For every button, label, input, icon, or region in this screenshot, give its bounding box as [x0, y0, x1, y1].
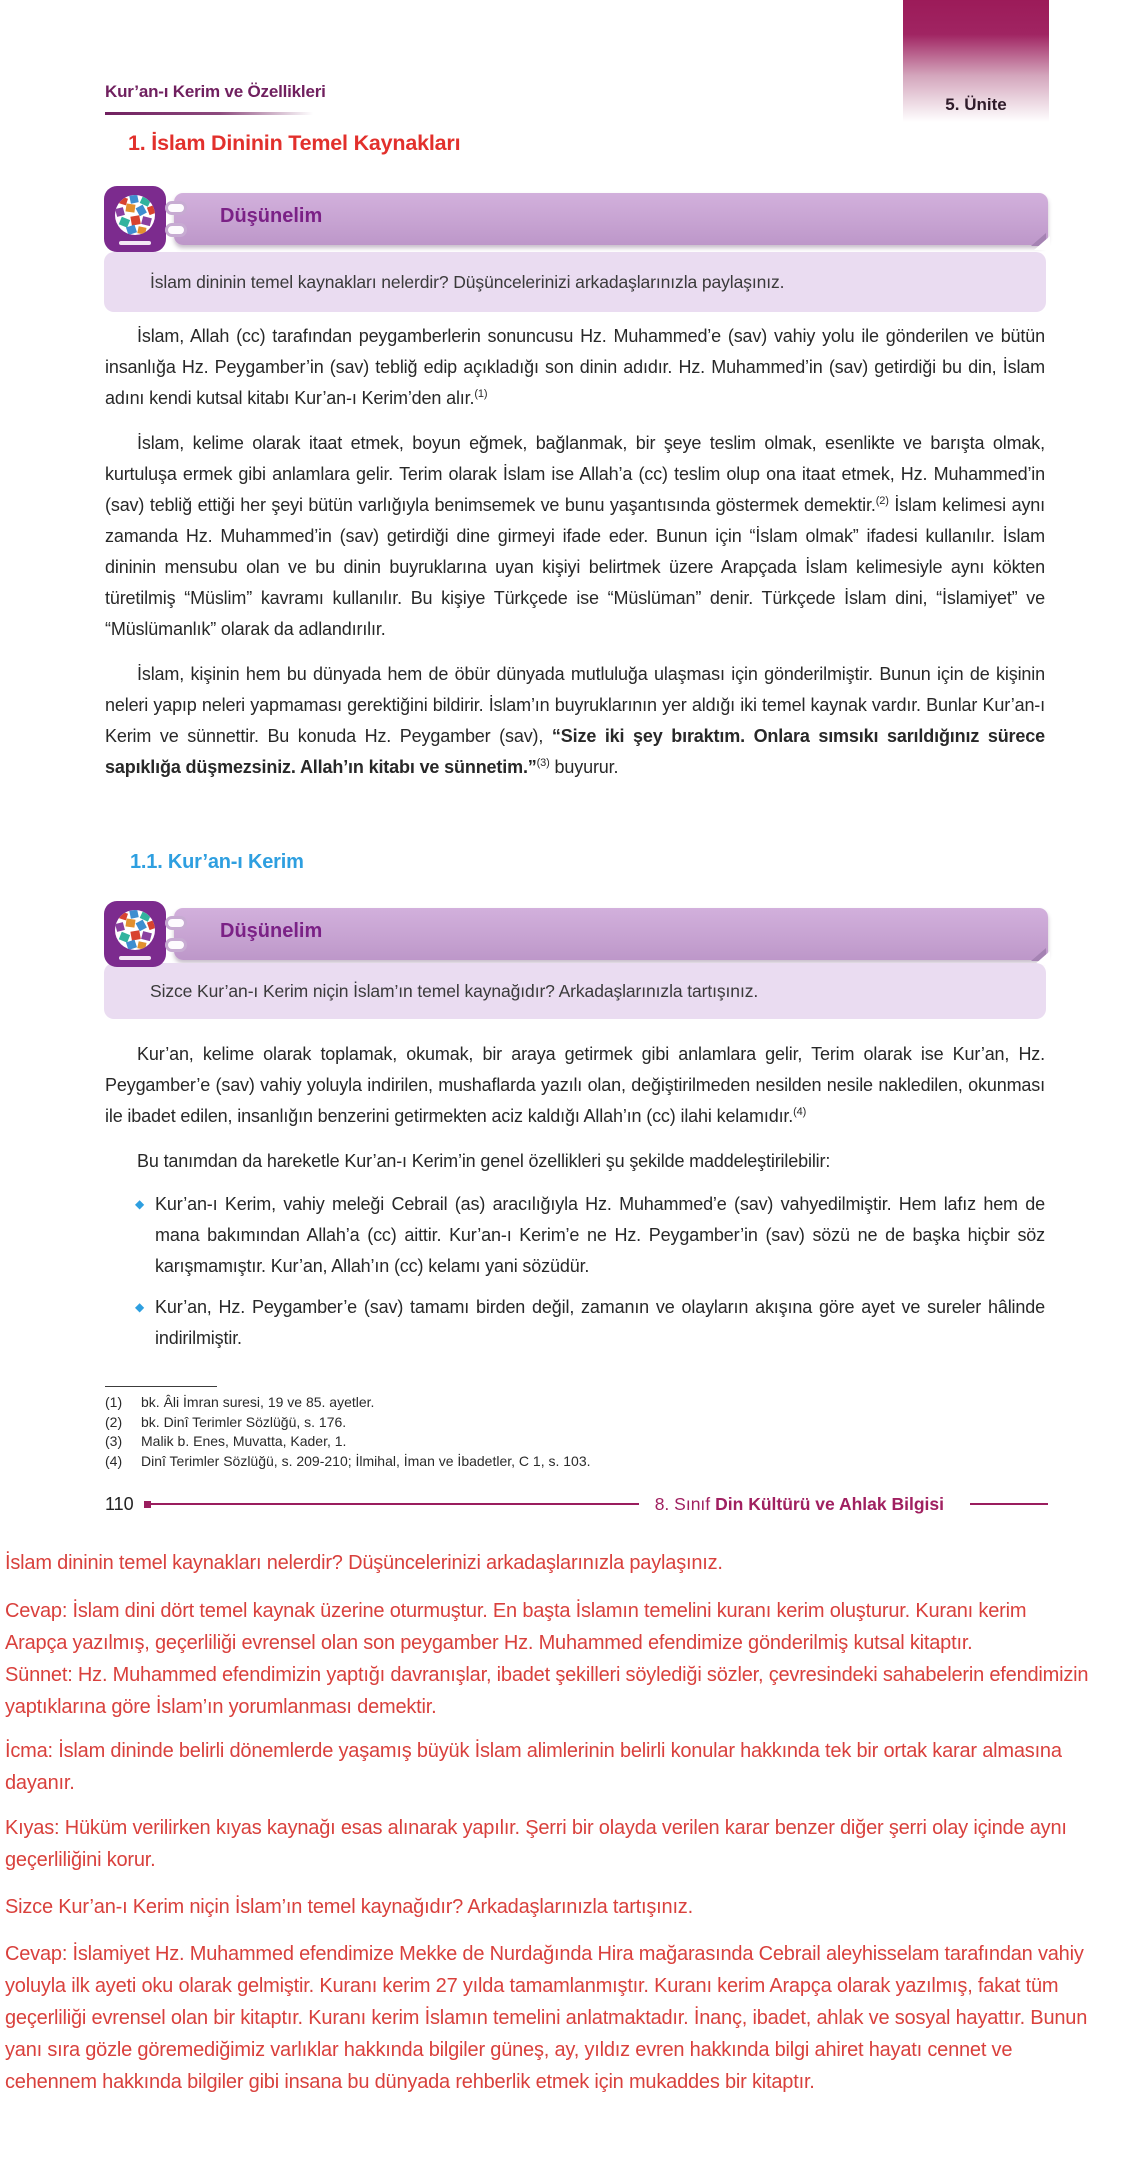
list-item [105, 1189, 1045, 1282]
footer-rule-left [151, 1503, 639, 1505]
footer-square-icon [144, 1501, 151, 1508]
list-item [105, 1292, 1045, 1354]
bullet-1-text: Kur’an-ı Kerim, vahiy meleği Cebrail (as) aracılığıyla Hz. Muhammed’e (sav) vahyedilmiştir. Hem lafız hem de mana bakımından Allah’a (cc) aittir. Kur’an-ı Kerim’e ne Hz. Peygamber’in (sav) sözü ne de başka hiçbir söz karışmamıştır. Kur’an, Allah’ın (cc) kelamı yani sözüdür. [155, 1194, 1045, 1276]
dusunelim-header-2 [104, 901, 1048, 971]
page-number: 110 [105, 1493, 134, 1514]
dusunelim-header-1 [104, 186, 1048, 256]
binder-hook-icon [165, 201, 187, 215]
running-head-rule [105, 112, 313, 115]
binder-hook-icon [165, 938, 187, 952]
footnote-row: (1) bk. Âli İmran suresi, 19 ve 85. ayetler. [105, 1394, 375, 1410]
dusunelim-bar [174, 908, 1048, 960]
question-2-text: Sizce Kur’an-ı Kerim niçin İslam’ın temel kaynağıdır? Arkadaşlarınızla tartışınız. [150, 980, 759, 1001]
question-1-text: İslam dininin temel kaynakları nelerdir? Düşüncelerinizi arkadaşlarınızla paylaşınız. [150, 271, 785, 292]
bullet-2-text: Kur’an, Hz. Peygamber’e (sav) tamamı birden değil, zamanın ve olayların akışına göre ayet ve sureler hâlinde indirilmiştir. [155, 1297, 1045, 1348]
unit-label: 5. Ünite [945, 95, 1007, 114]
dusunelim-label: Düşünelim [220, 920, 323, 942]
diamond-bullet-icon: ◆ [135, 1197, 145, 1211]
footer-rule-right [970, 1503, 1048, 1505]
answer-1-sunnet: Sünnet: Hz. Muhammed efendimizin yaptığı davranışlar, ibadet şekilleri söylediği sözler, çevresindeki sahabelerin efendimizin yaptıklarına göre İslam’ın yorumlanması demektir. [5, 1664, 1089, 1718]
main-heading: 1. İslam Dininin Temel Kaynakları [128, 131, 461, 155]
answer-1-kiyas: Kıyas: Hüküm verilirken kıyas kaynağı esas alınarak yapılır. Şerri bir olayda verilen karar benzer diğer şerri olay içinde aynı geçerliliğini korur. [5, 1817, 1067, 1871]
paragraph-5: Bu tanımdan da hareketle Kur’an-ı Kerim’in genel özellikleri şu şekilde maddeleştirilebilir: [137, 1151, 831, 1171]
running-head-title: Kur’an-ı Kerim ve Özellikleri [105, 82, 326, 101]
course-title: 8. Sınıf Din Kültürü ve Ahlak Bilgisi [654, 1493, 944, 1514]
binder-hook-icon [165, 223, 187, 237]
paragraph-2: İslam, kelime olarak itaat etmek, boyun eğmek, bağlanmak, bir şeye teslim olmak, esenlikte ve barışta olmak, kurtuluşa ermek gibi anlamlara gelir. Terim olarak İslam ise Allah’a (cc) teslim olup ona itaat etmek, Hz. Muhammed’in (sav) tebliğ ettiği her şeyi bütün varlığıyla benimsemek ve bunu yaşantısında göstermek demektir.$^{(2)}$ İslam kelimesi aynı zamanda Hz. Muhammed’in (sav) getirdiği dine girmeyi ifade eder. Bunun için “İslam olmak” ifadesi kullanılır. İslam dininin mensubu olan ve bu dinin buyruklarına uyan kişiyi belirtmek üzere Arapçada İslam kelimesiyle aynı kökten türetilmiş “Müslim” kavramı kullanılır. Bu kişiye Türkçede ise “Müslüman” denir. Türkçede İslam dini, “İslamiyet” ve “Müslümanlık” olarak da adlandırılır. [105, 433, 1045, 639]
footnote-ref-4: (4) [793, 1106, 807, 1118]
answer-1-icma: İcma: İslam dininde belirli dönemlerde yaşamış büyük İslam alimlerinin belirli konular hakkında tek bir ortak karar almasına dayanır. [5, 1740, 1062, 1794]
answer-1-kuran: Cevap: İslam dini dört temel kaynak üzerine oturmuştur. En başta İslamın temelini kuranı kerim oluşturur. Kuranı kerim Arapça yazılmış, geçerliliği evrensel olan son peygamber Hz. Muhammed efendimize gönderilmiş kutsal kitaptır. [5, 1600, 1027, 1654]
dusunelim-label: Düşünelim [220, 205, 323, 227]
question-box-1 [104, 252, 1046, 312]
footnotes [105, 1393, 1045, 1471]
answer-question-2: Sizce Kur’an-ı Kerim niçin İslam’ın temel kaynağıdır? Arkadaşlarınızla tartışınız. [5, 1896, 693, 1918]
unit-banner [903, 0, 1049, 122]
footnote-row: (2) bk. Dinî Terimler Sözlüğü, s. 176. [105, 1413, 347, 1430]
paragraph-3: İslam, kişinin hem bu dünyada hem de öbür dünyada mutluluğa ulaşması için gönderilmiştir. Bunun için de kişinin neleri yapıp neleri yapmaması gerektiğini bildirir. İslam’ın buyruklarının yer aldığı iki temel kaynak vardır. Bunlar Kur’an-ı Kerim ve sünnettir. Bu konuda Hz. Peygamber (sav), “Size iki şey bıraktım. Onlara sımsıkı sarıldığınız sürece sapıklığa düşmezsiniz. Allah’ın kitabı ve sünnetim.”$^{(3)}$ buyurur. [105, 664, 1045, 777]
footnote-row: (3) Malik b. Enes, Muvatta, Kader, 1. [105, 1433, 347, 1449]
answer-question-1: İslam dininin temel kaynakları nelerdir? Düşüncelerinizi arkadaşlarınızla paylaşınız. [5, 1552, 723, 1574]
diamond-bullet-icon: ◆ [135, 1300, 145, 1314]
footnote-ref-3: (3) [536, 757, 550, 769]
footnote-ref-2: (2) [875, 495, 889, 507]
page-footer [105, 1492, 1065, 1516]
answer-2-text: Cevap: İslamiyet Hz. Muhammed efendimize Mekke de Nurdağında Hira mağarasında Cebrail aleyhisselam tarafından vahiy yoluyla ilk ayeti oku olarak gelmiştir. Kuranı kerim 27 yılda tamamlanmıştır. Kuranı kerim Arapça olarak yazılmış, fakat tüm geçerliliği evrensel olan bir kitaptır. Kuranı kerim İslamın temelini anlatmaktadır. İnanç, ibadet, ahlak ve sosyal hayattır. Bunun yanı sıra gözle göremediğimiz varlıklar hakkında bilgiler güneş, ay, yıldız evren hakkında bilgi ahiret hayatı cennet ve cehennem hakkında bilgiler gibi insana bu dünyada rehberlik etmek için mukaddes bir kitaptır. [5, 1943, 1088, 2093]
binder-hook-icon [165, 916, 187, 930]
footnote-ref-1: (1) [474, 388, 488, 400]
answers-section [5, 1547, 1090, 2098]
paragraph-1: İslam, Allah (cc) tarafından peygamberlerin sonuncusu Hz. Muhammed’e (sav) vahiy yolu ile gönderilen ve bütün insanlığa Hz. Peygamber’in (sav) tebliğ edip açıkladığı son dinin adıdır. Hz. Muhammed’in (sav) getirdiği bu din, İslam adını kendi kutsal kitabı Kur’an-ı Kerim’den alır.$^{(1)}$ [105, 326, 1045, 408]
sub-heading: 1.1. Kur’an-ı Kerim [130, 851, 304, 873]
footnote-row: (4) Dinî Terimler Sözlüğü, s. 209-210; İlmihal, İman ve İbadetler, C 1, s. 103. [105, 1452, 591, 1469]
paragraph-4: Kur’an, kelime olarak toplamak, okumak, bir araya getirmek gibi anlamlara gelir, Terim olarak ise Kur’an, Hz. Peygamber’e (sav) vahiy yoluyla indirilen, mushaflarda yazılı olan, değiştirilmeden nesilden nesile nakledilen, okunması ile ibadet edilen, insanlığın benzerini getirmekten aciz kaldığı Allah’ın (cc) ilahi kelamıdır.$^{(4)}$ [105, 1044, 1045, 1126]
dusunelim-bar [174, 193, 1048, 245]
body-text-2 [105, 1039, 1045, 1364]
footnote-divider [105, 1386, 217, 1387]
question-box-2 [104, 963, 1046, 1019]
hadith-quote: “Size iki şey bıraktım. Onlara sımsıkı sarıldığınız sürece sapıklığa düşmezsiniz. Allah’ın kitabı ve sünnetim.” [105, 726, 1045, 777]
dusunelim-icon [104, 186, 166, 252]
body-text-1 [105, 321, 1045, 797]
dusunelim-icon [104, 901, 166, 967]
